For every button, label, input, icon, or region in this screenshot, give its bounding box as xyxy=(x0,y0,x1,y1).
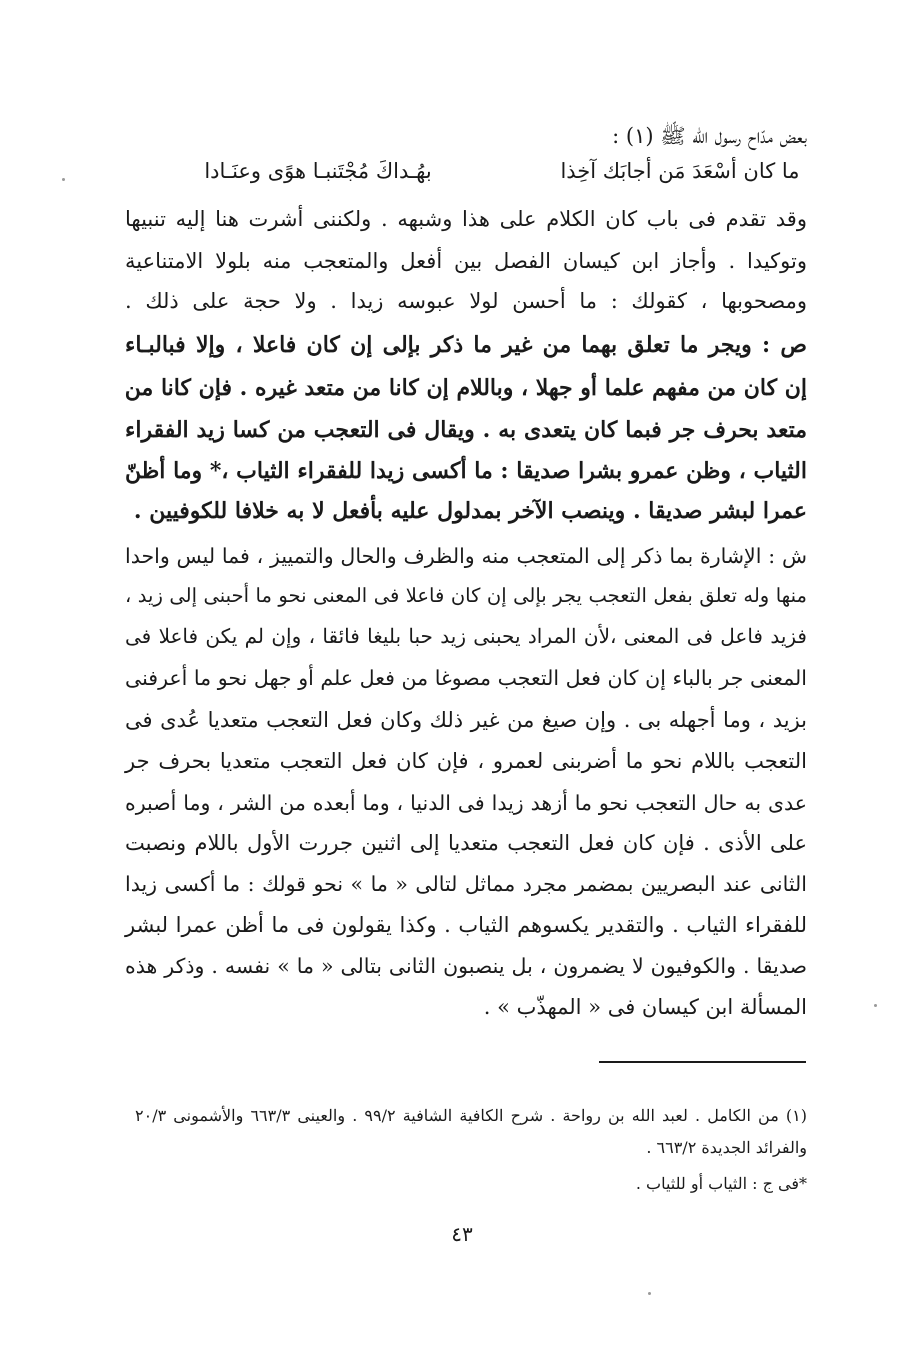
paper-speck xyxy=(648,1292,651,1295)
page-number: ٤٣ xyxy=(451,1222,473,1246)
paragraph-line: ومصحوبها ، كقولك : ما أحسن لولا عبوسه زيدا . ولا حجة على ذلك . xyxy=(125,289,807,313)
sharh-line: المسألة ابن كيسان فى « المهذّب » . xyxy=(483,995,807,1019)
sharh-line: للفقراء الثياب . والتقدير يكسوهم الثياب . وكذا يقولون فى ما أظن عمرا لبشر xyxy=(125,913,807,937)
paragraph-line: وتوكيدا . وأجاز ابن كيسان الفصل بين أفعل والمتعجب منه بلولا الامتناعية xyxy=(125,249,807,273)
paper-speck xyxy=(874,1004,877,1007)
sharh-line: المعنى جر بالباء إن كان فعل التعجب مصوغا من فعل علم أو جهل نحو ما أعرفنى xyxy=(125,666,807,690)
matn-line: عمرا لبشر صديقا . وينصب الآخر بمدلول عليه بأفعل لا به خلافا للكوفيين . xyxy=(133,498,807,524)
sharh-line: عدى به حال التعجب نحو ما أزهد زيدا فى الدنيا ، وما أبعده من الشر ، وما أصبره xyxy=(125,791,807,815)
sharh-line: الثانى عند البصريين بمضمر مجرد مماثل لتالى « ما » نحو قولك : ما أكسى زيدا xyxy=(125,872,807,896)
sharh-line: ش : الإشارة بما ذكر إلى المتعجب منه والظرف والحال والتمييز ، فما ليس واحدا xyxy=(125,544,807,568)
matn-line: متعد بحرف جر فبما كان يتعدى به . ويقال فى التعجب من كسا زيد الفقراء xyxy=(125,417,807,443)
sharh-line: على الأذى . فإن كان فعل التعجب متعديا إلى اثنين جررت الأول باللام ونصبت xyxy=(125,831,807,855)
sharh-line: بزيد ، وما أجهله بى . وإن صيغ من غير ذلك وكان فعل التعجب متعديا عُدى فى xyxy=(125,708,807,732)
poem-second-hemistich: بهُـداكَ مُجْتَنبـا هوًى وعنَـادا xyxy=(204,159,432,183)
footnote-star: *فى ج : الثياب أو للثياب . xyxy=(635,1174,807,1193)
paper-speck xyxy=(62,178,65,181)
matn-line: الثياب ، وظن عمرو بشرا صديقا : ما أكسى زيدا للفقراء الثياب ،* وما أظنّ xyxy=(125,458,807,484)
paragraph-line: وقد تقدم فى باب كان الكلام على هذا وشبهه . ولكننى أشرت هنا إليه تنبيها xyxy=(125,207,807,231)
footnote-1-line-2: والفرائد الجديدة ٦٦٣/٢ . xyxy=(646,1138,807,1157)
sharh-line: فزيد فاعل فى المعنى ،لأن المراد يحبنى زيد حبا بليغا فائقا ، وإن لم يكن فاعلا فى xyxy=(125,624,807,648)
sharh-line: صديقا . والكوفيون لا يضمرون ، بل ينصبون الثانى بتالى « ما » نفسه . وذكر هذه xyxy=(125,954,807,978)
poem-first-hemistich: ما كان أسْعَدَ مَن أجابَك آخِذا xyxy=(560,159,800,183)
matn-line: ص : ويجر ما تعلق بهما من غير ما ذكر بإلى إن كان فاعلا ، وإلا فبالبـاء xyxy=(125,332,807,358)
sharh-line: التعجب باللام نحو ما أضربنى لعمرو ، فإن كان فعل التعجب متعديا بحرف جر xyxy=(125,749,807,773)
footnote-separator xyxy=(599,1061,806,1063)
sharh-line: منها وله تعلق بفعل التعجب يجر بإلى إن كان فاعلا فى المعنى نحو ما أحبنى إلى زيد ، xyxy=(125,584,807,607)
intro-line: بعض مدّاح رسول الله ﷺ (١) : xyxy=(612,124,807,148)
footnote-1-line-1: (١) من الكامل . لعبد الله بن رواحة . شرح الكافية الشافية ٩٩/٢ . والعينى ٦٦٣/٣ والأشمونى ٢٠/٣ xyxy=(135,1106,807,1125)
matn-line: إن كان من مفهم علما أو جهلا ، وباللام إن كانا من متعد غيره . فإن كانا من xyxy=(124,375,807,401)
